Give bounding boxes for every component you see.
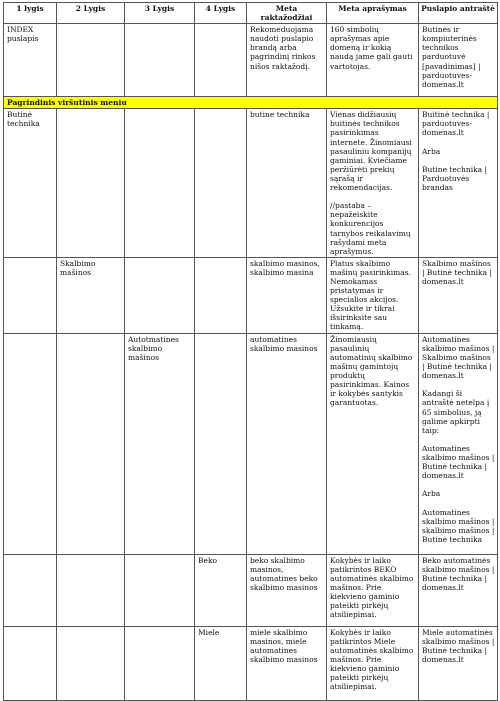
level-4-cell [195,333,247,554]
page-title-cell [419,24,498,97]
level-2-cell [57,109,125,258]
description-text: Kokybės ir laiko patikrintos Miele automatinės skalbimo mašinos. Prie kiekvieno gaminio pateikti pirkėjų atsiliepimai. [330,627,414,692]
level-1-cell [4,333,57,554]
level-4-cell [195,24,247,97]
page-title-cell [419,109,498,258]
table-row [4,333,498,554]
level-4-cell: Beko [195,554,247,626]
meta-keywords-cell [247,24,327,97]
meta-description-cell [327,333,419,554]
meta-keywords-cell [247,626,327,700]
title-text: Miele automatinės skalbimo mašinos | Butinė technika | domenas.lt [422,627,495,665]
page-title-cell [419,554,498,626]
paragraph-gap [422,138,495,147]
header-cell-level-3: 3 Lygis [125,3,195,24]
description-text: Vienas didžiausių buitinės technikos pasirinkimas internete. Žinomiausi pasauliniu kompanijų gaminiai. Kviečiame peržiūrėti prekių sąrašą ir rekomendacijas. [330,110,412,193]
header-row [4,3,498,24]
paragraph-gap [422,498,495,507]
title-text: Automatines skalbimo mašinos | skalbimo mašinos | Butinė technika [422,507,495,544]
level-4-cell: Miele [195,626,247,700]
meta-keywords-cell [247,257,327,333]
seo-structure-table [3,2,498,701]
title-text: Beko automatinės skalbimo mašinos | Butinė technika | domenas.lt [422,555,495,593]
meta-keywords-cell [247,109,327,258]
level-2-cell [57,333,125,554]
page-title-cell [419,333,498,554]
section-row [4,97,498,109]
keywords-text: miele skalbimo masinos, miele automatines skalbimo masinos [250,627,318,665]
header-cell-level-2: 2 Lygis [57,3,125,24]
keywords-text: automatines skalbimo masinos [250,334,318,353]
description-text: 160 simbolių aprašymas apie domeną ir kokią naudą jame gali gauti vartotojas. [330,25,413,71]
paragraph-gap [422,480,495,489]
table-row [4,554,498,626]
meta-keywords-cell [247,554,327,626]
level-2-cell [57,626,125,700]
level-4-cell [195,109,247,258]
page-title-cell [419,626,498,700]
header-cell-level-4: 4 Lygis [195,3,247,24]
level-1-cell: INDEX puslapis [4,24,57,97]
description-text: Kokybės ir laiko patikrintos BEKO automatinės skalbimo mašinos. Prie kiekvieno gaminio pateikti pirkėjų atsiliepimai. [330,555,414,620]
header-cell-meta-keywords: Meta raktažodžiai [247,3,327,24]
level-3-cell [125,24,195,97]
keywords-text: Rekomeduojama naudoti puslapio brandą arba pagrindinį rinkos nišos raktažodį. [250,25,316,71]
meta-description-cell [327,554,419,626]
title-text: Kadangi ši antraštė netelpa į 65 simbolius, ją galime apkirpti taip: [422,389,490,435]
meta-description-cell [327,626,419,700]
table-row [4,109,498,258]
level-1-cell: Butinė technika [4,109,57,258]
level-4-cell [195,257,247,333]
meta-description-cell [327,257,419,333]
table-row [4,626,498,700]
level-3-cell [125,626,195,700]
paragraph-gap [422,156,495,165]
table-row [4,24,498,97]
level-2-cell [57,24,125,97]
title-text: Butine technika | Parduotuvės brandas [422,164,488,193]
title-text: Arba [422,146,441,156]
level-1-cell [4,554,57,626]
level-3-cell [125,554,195,626]
header-cell-page-title: Puslapio antraštė [419,3,498,24]
level-3-cell [125,109,195,258]
keywords-text: skalbimo masinos, skalbimo masina [250,258,320,277]
table-row [4,257,498,333]
page-title-cell [419,257,498,333]
title-text: Butinės ir kompiuterinės technikos parduotuvė [pavadinimas] | parduotuves-domenas.lt [422,25,481,89]
meta-keywords-cell [247,333,327,554]
level-3-cell: Autotmatines skalbimo mašinos [125,333,195,554]
header-cell-level-1: 1 lygis [4,3,57,24]
title-text: Automatines skalbimo mašinos | Butinė technika | domenas.lt [422,443,495,481]
header-cell-meta-description: Meta aprašymas [327,3,419,24]
table-body [4,24,498,701]
description-text: //pastaba – nepažeiskite konkurencijos tarnybos reikalavimų rašydami meta aprašymus. [330,201,411,256]
description-text: Platus skalbimo mašinų pasirinkimas. Nemokamas pristatymas ir specialios akcijos. Užsukite ir tikrai išsirinksite sau tinkamą. [330,258,411,332]
section-heading: Pagrindinis viršutinis meniu [4,97,498,109]
title-text: Skalbimo mašinos | Butinė technika | domenas.lt [422,258,492,286]
meta-description-cell [327,109,419,258]
level-2-cell [57,554,125,626]
description-text: Žinomiausių pasaulinių automatinių skalbimo mašinų gamintojų produktų pasirinkimas. Kainos ir kokybės santykis garantuotas. [330,334,413,408]
meta-description-cell [327,24,419,97]
paragraph-gap [422,435,495,444]
level-1-cell [4,626,57,700]
title-text: Buitinė technika | parduotuves-domenas.lt [422,110,490,138]
level-2-cell: Skalbimo mašinos [57,257,125,333]
level-3-cell [125,257,195,333]
keywords-text: beko skalbimo masinos, automatines beko skalbimo masinos [250,555,318,593]
paragraph-gap [422,380,495,389]
keywords-text: butine technika [250,110,310,120]
paragraph-gap [330,192,416,201]
title-text: Arba [422,489,441,499]
level-1-cell [4,257,57,333]
title-text: Automatines skalbimo mašinos | Skalbimo mašinos | Butinė technika | domenas.lt [422,334,495,381]
